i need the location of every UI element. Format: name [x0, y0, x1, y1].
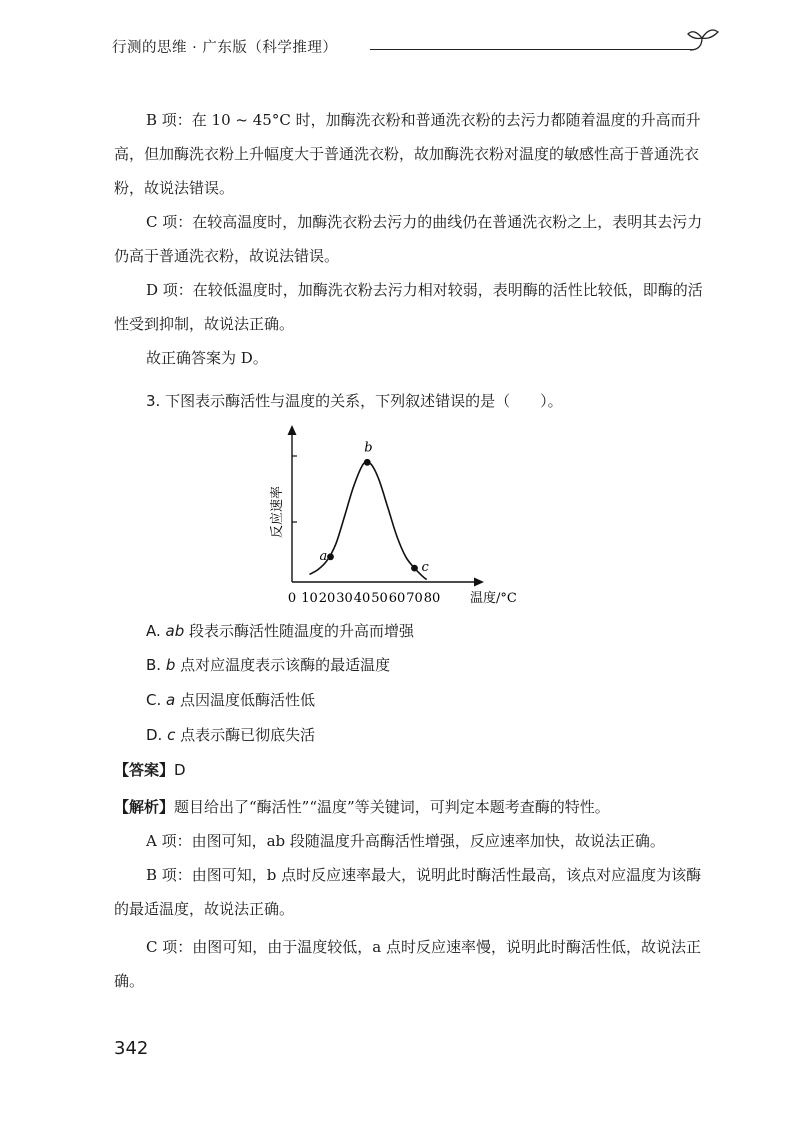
- analysis-c: C 项：由图可知，由于温度较低，a 点时反应速率慢，说明此时酶活性低，故说法正确。: [114, 938, 701, 990]
- header-title: 行测的思维 · 广东版（科学推理）: [112, 40, 338, 56]
- analysis-b: B 项：由图可知，b 点时反应速率最大，说明此时酶活性最高，该点对应温度为该酶的最适温度，故说法正确。: [114, 866, 702, 918]
- option-c: [146, 690, 315, 710]
- chart-axes: [288, 425, 485, 587]
- conclusion-text: 故正确答案为 D。: [146, 349, 268, 367]
- paragraph-d: D 项：在较低温度时，加酶洗衣粉去污力相对较弱，表明酶的活性比较低，即酶的活性受到抑制，故说法正确。: [114, 281, 703, 333]
- x-tick-label: 70: [406, 591, 423, 606]
- x-tick-label: 80: [423, 591, 441, 606]
- x-tick-label: 10: [301, 591, 318, 606]
- x-tick-label: 40: [353, 591, 371, 606]
- option-variable: c: [167, 726, 176, 744]
- point-label-b: b: [364, 440, 373, 456]
- x-tick-label: 50: [371, 591, 388, 606]
- sprout-icon: [686, 26, 720, 56]
- point-c: [411, 565, 418, 572]
- option-letter: D.: [146, 726, 163, 744]
- paragraph-b: B 项：在 10 ~ 45°C 时，加酶洗衣粉和普通洗衣粉的去污力都随着温度的升高而升高，但加酶洗衣粉上升幅度大于普通洗衣粉，故加酶洗衣粉对温度的敏感性高于普通洗衣粉，故说法错误。: [114, 111, 701, 197]
- analysis-text: 题目给出了“酶活性”“温度”等关键词，可判定本题考查酶的特性。: [174, 798, 610, 816]
- analysis-label: 【解析】: [114, 798, 175, 816]
- question-stem: 3. 下图表示酶活性与温度的关系，下列叙述错误的是（ ）。: [146, 392, 563, 410]
- y-axis-arrow: [288, 425, 297, 435]
- option-b: [146, 655, 390, 675]
- option-text: 点因温度低酶活性低: [175, 691, 316, 709]
- x-axis-arrow: [474, 578, 484, 587]
- option-a: [146, 621, 414, 641]
- x-axis-label: 温度/°C: [470, 591, 517, 606]
- point-label-a: a: [319, 548, 328, 564]
- x-tick-label: 20: [318, 591, 336, 606]
- option-variable: ab: [165, 622, 185, 640]
- x-tick-labels: [288, 591, 440, 606]
- option-d: [146, 725, 315, 745]
- running-header: [112, 34, 712, 64]
- option-variable: b: [165, 656, 176, 674]
- answer-value: D: [174, 761, 186, 779]
- option-letter: B.: [146, 656, 162, 674]
- point-a: [327, 553, 334, 560]
- analysis-a: A 项：由图可知，ab 段随温度升高酶活性增强，反应速率加快，故说法正确。: [146, 832, 665, 850]
- x-tick-label: 30: [336, 591, 353, 606]
- curve-points: [320, 440, 430, 575]
- x-tick-label: 60: [388, 591, 406, 606]
- analysis-line: [114, 790, 714, 824]
- answer-line: [114, 760, 186, 780]
- option-text: 点表示酶已彻底失活: [175, 726, 316, 744]
- paragraph-c: C 项：在较高温度时，加酶洗衣粉去污力的曲线仍在普通洗衣粉之上，表明其去污力仍高于普通洗衣粉，故说法错误。: [114, 213, 703, 265]
- point-b: [364, 459, 371, 466]
- answer-label: 【答案】: [114, 761, 175, 779]
- option-text: 点对应温度表示该酶的最适温度: [175, 656, 391, 674]
- point-label-c: c: [421, 560, 429, 576]
- option-text: 段表示酶活性随温度的升高而增强: [184, 622, 415, 640]
- option-letter: A.: [146, 622, 161, 640]
- page-number: 342: [114, 1038, 149, 1059]
- x-tick-label: 0: [287, 591, 297, 606]
- y-axis-label: 反应速率: [270, 485, 285, 538]
- enzyme-temperature-chart: [262, 420, 552, 610]
- option-letter: C.: [146, 691, 162, 709]
- header-rule: [370, 49, 692, 50]
- option-variable: a: [166, 691, 176, 709]
